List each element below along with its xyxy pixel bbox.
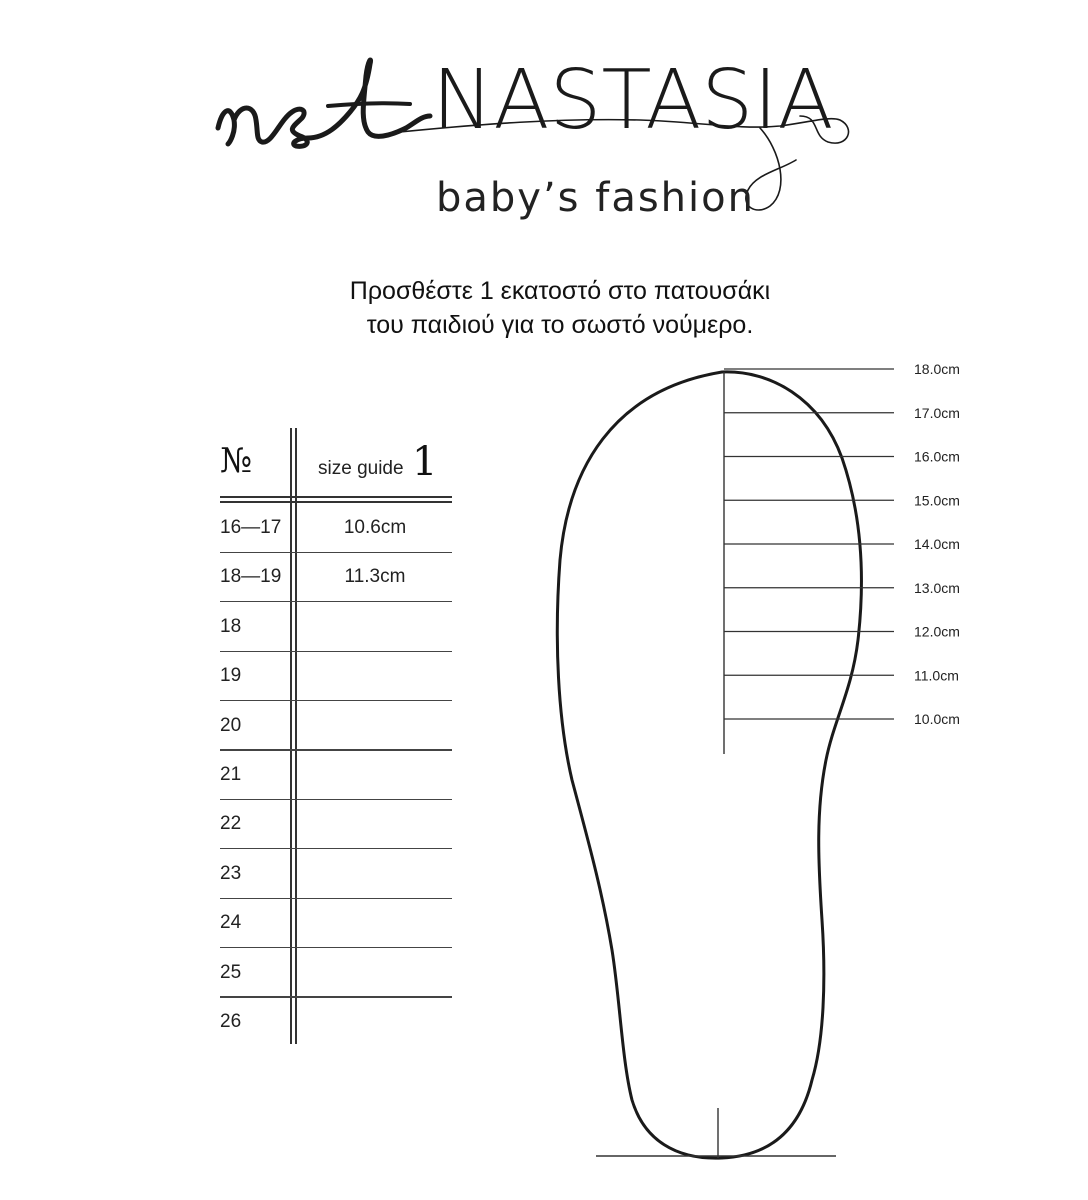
instruction-line-1: Προσθέστε 1 εκατοστό στο πατουσάκι	[349, 277, 771, 305]
row-size: 25	[220, 961, 242, 983]
scale-tick-label: 16.0cm	[914, 448, 960, 465]
column-header-guide-number: 1	[412, 439, 438, 485]
column-header-size-number: №	[220, 441, 253, 481]
scale-tick-label: 15.0cm	[914, 492, 960, 509]
row-size: 22	[220, 813, 242, 835]
row-size: 26	[220, 1011, 242, 1032]
row-size: 18	[220, 615, 242, 637]
row-size: 18—19	[220, 566, 282, 588]
brand-tagline: baby’s fashion	[436, 175, 755, 221]
scale-tick-label: 10.0cm	[914, 711, 960, 727]
row-size: 24	[220, 912, 242, 934]
scale-tick-label: 12.0cm	[914, 623, 960, 640]
row-size: 16—17	[220, 517, 282, 538]
scale-tick-label: 13.0cm	[914, 579, 960, 596]
row-size: 23	[220, 862, 242, 884]
column-header-size-guide: size guide	[318, 458, 404, 479]
row-size: 20	[220, 714, 242, 736]
row-foot-length: 10.6cm	[343, 517, 407, 538]
scale-tick-label: 18.0cm	[914, 361, 960, 377]
instruction-line-2: του παιδιού για το σωστό νούμερο.	[366, 311, 754, 339]
scale-tick-label: 14.0cm	[914, 536, 960, 552]
row-foot-length: 11.3cm	[344, 566, 406, 588]
brand-name: NASTASIA	[432, 53, 834, 148]
scale-tick-label: 11.0cm	[914, 667, 959, 684]
row-size: 19	[220, 665, 242, 687]
sole-outline	[557, 372, 861, 1158]
scale-tick-label: 17.0cm	[914, 404, 960, 421]
row-size: 21	[220, 764, 242, 785]
